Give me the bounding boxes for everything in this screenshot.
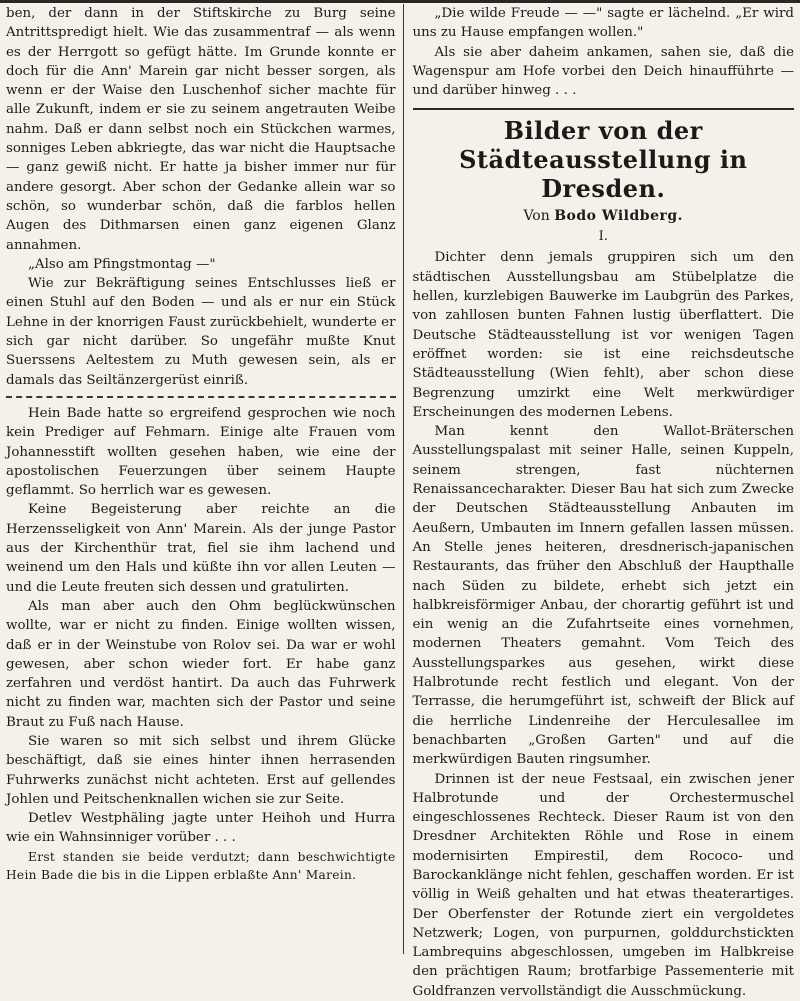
byline-author: Bodo Wildberg. bbox=[554, 208, 683, 224]
paragraph: Erst standen sie beide verdutzt; dann beschwichtigte Hein Bade die bis in die Lippen erblaßte Ann' Marein. bbox=[6, 848, 396, 884]
paragraph: Hein Bade hatte so ergreifend gesprochen wie noch kein Prediger auf Fehmarn. Einige alte Frauen vom Johannesstift wollten gesehen haben, wie eine der apostolischen Feuerzungen über seinem Haupte geflammt. So herrlich war es gewesen. bbox=[6, 404, 396, 500]
small-print-block bbox=[6, 848, 396, 884]
columns bbox=[6, 4, 794, 954]
paragraph: ben, der dann in der Stiftskirche zu Burg seine Antrittspredigt hielt. Wie das zusammentraf — als wenn es der Herrgott so gefügt hätte. Im Grunde konnte er doch für die Ann' Marein gar nicht besser sorgen, als wenn er der Waise den Luschenhof sicher machte für alle Zukunft, indem er sie zu seinem angetrauten Weibe nahm. Daß er dann selbst noch ein Stückchen warmes, sonniges Leben abkriegte, das war nicht die Hauptsache — ganz gewiß nicht. Er hatte ja bisher immer nur für andere gesorgt. Aber schon der Gedanke allein war so schön, so wunderbar schön, daß die farblos hellen Augen des Dithmarsen einen ganz eigenen Glanz annahmen. bbox=[6, 4, 396, 255]
paragraph: Detlev Westphäling jagte unter Heihoh und Hurra wie ein Wahnsinniger vorüber . . . bbox=[6, 809, 396, 848]
right-column bbox=[404, 4, 795, 954]
left-column bbox=[6, 4, 403, 954]
section-number: I. bbox=[413, 227, 795, 246]
paragraph: Keine Begeisterung aber reichte an die Herzensseligkeit von Ann' Marein. Als der junge Pastor aus der Kirchenthür trat, fiel sie ihm lachend und weinend um den Hals und küßte ihn vor allen Leuten — und die Leute freuten sich dessen und gratulirten. bbox=[6, 500, 396, 596]
byline-prefix: Von bbox=[523, 208, 549, 224]
section-divider bbox=[6, 396, 396, 398]
paragraph: Als sie aber daheim ankamen, sahen sie, daß die Wagenspur am Hofe vorbei den Deich hinaufführte — und darüber hinweg . . . bbox=[413, 43, 795, 101]
paragraph: Man kennt den Wallot-Bräterschen Ausstellungspalast mit seiner Halle, seinen Kuppeln, seinem strengen, fast nüchternen Renaissancecharakter. Dieser Bau hat sich zum Zwecke der Deutschen Städteausstellung Anbauten im Aeußern, Umbauten im Innern gefallen lassen müssen. An Stelle jenes heiteren, dresdnerisch-japanischen Restaurants, das früher den Abschluß der Haupthalle nach Süden zu bildete, erhebt sich jetzt ein halbkreisförmiger Anbau, der chorartig geführt ist und ein wenig an die Zufahrtseite eines vornehmen, modernen Theaters gemahnt. Vom Teich des Ausstellungsparkes aus gesehen, wirkt diese Halbrotunde recht festlich und elegant. Von der Terrasse, die herumgeführt ist, schweift der Blick auf die herrliche Lindenreihe der Herculesallee im benachbarten „Großen Garten" und auf die merkwürdigen Bauten ringsumher. bbox=[413, 422, 795, 769]
paragraph: Als man aber auch den Ohm beglückwünschen wollte, war er nicht zu finden. Einige wollten wissen, daß er in der Weinstube von Rolov sei. Da war er wohl gewesen, aber schon wieder fort. Er habe ganz zerfahren und verdöst hantirt. Da auch das Fuhrwerk nicht zu finden war, machten sich der Pastor und seine Braut zu Fuß nach Hause. bbox=[6, 597, 396, 732]
paragraph: Drinnen ist der neue Festsaal, ein zwischen jener Halbrotunde und der Orchestermuschel eingeschlossenes Rechteck. Dieser Raum ist von den Dresdner Architekten Röhle und Rose in einem modernisirten Empirestil, dem Rococo- und Barockanklänge nicht fehlen, geschaffen worden. Er ist völlig in Weiß gehalten und hat etwas theaterartiges. Der Oberfenster der Rotunde ziert ein vergoldetes Netzwerk; Logen, von purpurnen, golddurchstickten Lambrequins abgeschlossen, umgeben im Halbkreise den prächtigen Raum; brotfarbige Passementerie mit Goldfranzen vervollständigt die Ausschmückung. bbox=[413, 770, 795, 1001]
paragraph: „Die wilde Freude — —" sagte er lächelnd. „Er wird uns zu Hause empfangen wollen." bbox=[413, 4, 795, 43]
paragraph: Sie waren so mit sich selbst und ihrem Glücke beschäftigt, daß sie eines hinter ihnen herrasenden Fuhrwerks zunächst nicht achteten. Erst auf gellendes Johlen und Peitschenknallen wichen sie zur Seite. bbox=[6, 732, 396, 809]
paragraph: Dichter denn jemals gruppiren sich um den städtischen Ausstellungsbau am Stübelplatze die hellen, kurzlebigen Bauwerke im Laubgrün des Parkes, von zahllosen bunten Fahnen lustig überflattert. Die Deutsche Städteausstellung ist vor wenigen Tagen eröffnet worden: sie ist eine reichsdeutsche Städteausstellung (Wien fehlt), aber schon diese Begrenzung umzirkt eine Welt merkwürdiger Erscheinungen des modernen Lebens. bbox=[413, 248, 795, 422]
paragraph: Wie zur Bekräftigung seines Entschlusses ließ er einen Stuhl auf den Boden — und als er nur ein Stück Lehne in der knorrigen Faust zurückbehielt, wunderte er sich gar nicht darüber. So ungefähr mußte Knut Suerssens Aeltestem zu Muth gewesen sein, als er damals das Seiltänzergerüst einriß. bbox=[6, 274, 396, 390]
article-byline bbox=[413, 205, 795, 227]
article-headline: Bilder von der Städteausstellung in Dresden. bbox=[413, 116, 795, 203]
paragraph: „Also am Pfingstmontag —" bbox=[6, 255, 396, 274]
top-rule bbox=[0, 0, 800, 3]
article-rule bbox=[413, 108, 795, 110]
